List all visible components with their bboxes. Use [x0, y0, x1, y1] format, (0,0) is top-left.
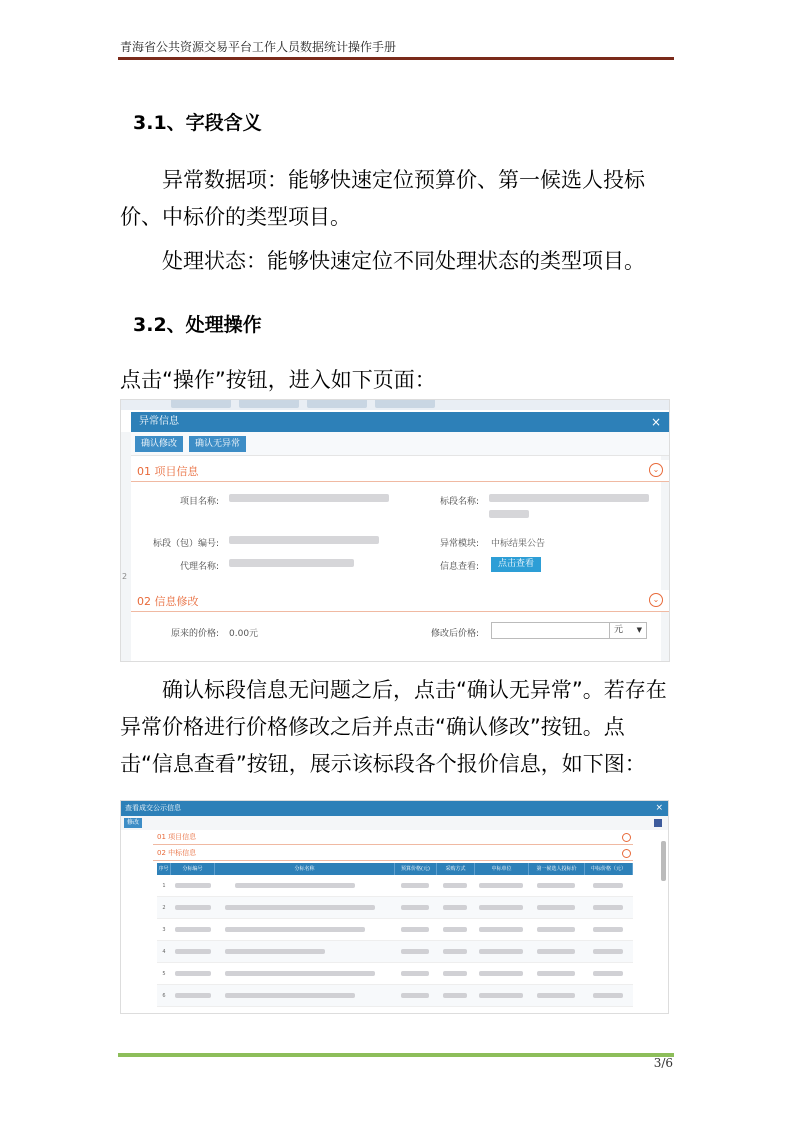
- redacted-cell: [443, 905, 467, 910]
- row-index: 4: [162, 949, 166, 955]
- redacted-cell: [225, 949, 325, 954]
- unit-select-value: 元: [614, 625, 624, 635]
- column-header: 分标编号: [171, 863, 215, 875]
- redacted-cell: [479, 993, 523, 998]
- redacted-cell: [479, 971, 523, 976]
- bid-result-screenshot: [120, 800, 669, 1014]
- redacted-cell: [175, 883, 211, 888]
- redacted-cell: [593, 971, 623, 976]
- redacted-cell: [537, 905, 575, 910]
- table-row[interactable]: [157, 897, 633, 919]
- dialog-title: 异常信息: [139, 416, 179, 427]
- redacted-cell: [537, 883, 575, 888]
- column-header: 第一候选人投标价: [529, 863, 585, 875]
- redacted-cell: [443, 883, 467, 888]
- dialog-title-bar: [131, 412, 669, 432]
- redacted-cell: [401, 971, 429, 976]
- row-index: 1: [162, 883, 166, 889]
- unit-select[interactable]: [609, 622, 647, 639]
- caret-down-icon: ▼: [636, 626, 642, 634]
- table-row[interactable]: [157, 941, 633, 963]
- chevron-down-icon[interactable]: [622, 833, 631, 842]
- anomaly-module-value: 中标结果公告: [491, 539, 546, 549]
- background-tab: [171, 400, 231, 408]
- footer-rule: [118, 1053, 674, 1057]
- redacted-cell: [225, 971, 375, 976]
- info-modify-section-header[interactable]: [131, 590, 669, 612]
- confirm-modify-button[interactable]: 确认修改: [135, 436, 183, 452]
- confirm-no-anomaly-button[interactable]: 确认无异常: [189, 436, 246, 452]
- table-header: [157, 863, 633, 875]
- redacted-cell: [443, 949, 467, 954]
- redacted-agent-name: [229, 559, 354, 567]
- click-view-button[interactable]: 点击查看: [491, 557, 541, 572]
- column-header: 中标价格（元）: [585, 863, 633, 875]
- bid-name-label: 标段名称:: [439, 497, 479, 507]
- background-tab-strip: [121, 400, 669, 410]
- original-price-label: 原来的价格:: [170, 629, 219, 639]
- save-icon[interactable]: [654, 819, 662, 827]
- anomaly-dialog-screenshot: [120, 399, 670, 662]
- column-header: 序号: [157, 863, 171, 875]
- redacted-cell: [225, 905, 375, 910]
- dialog-toolbar: [131, 432, 669, 456]
- redacted-cell: [175, 971, 211, 976]
- column-header: 中标单位: [475, 863, 529, 875]
- anomaly-module-label: 异常模块:: [439, 539, 479, 549]
- project-info-section-title: 01 项目信息: [157, 833, 197, 841]
- background-tab: [239, 400, 299, 408]
- redacted-cell: [537, 993, 575, 998]
- section-3-2-intro: 点击“操作”按钮，进入如下页面：: [120, 368, 436, 392]
- scrollbar[interactable]: [661, 841, 666, 881]
- redacted-cell: [401, 993, 429, 998]
- project-info-section-header[interactable]: [153, 831, 633, 845]
- section-3-2-heading: 3.2、处理操作: [133, 314, 262, 336]
- header-rule: [118, 57, 674, 60]
- project-info-section-header[interactable]: [131, 460, 669, 482]
- table-row[interactable]: [157, 875, 633, 897]
- redacted-cell: [443, 993, 467, 998]
- modified-price-input[interactable]: [491, 622, 611, 639]
- row-index: 3: [162, 927, 166, 933]
- original-price-value: 0.00元: [229, 629, 259, 639]
- project-info-section-title: 01 项目信息: [137, 465, 199, 478]
- redacted-cell: [401, 905, 429, 910]
- background-tab: [307, 400, 367, 408]
- redacted-cell: [175, 905, 211, 910]
- close-icon[interactable]: ×: [655, 803, 663, 813]
- redacted-cell: [225, 927, 365, 932]
- redacted-project-name: [229, 494, 389, 502]
- bid-info-section-title: 02 中标信息: [157, 849, 197, 857]
- redacted-cell: [479, 905, 523, 910]
- table-row[interactable]: [157, 919, 633, 941]
- redacted-cell: [593, 927, 623, 932]
- section-3-2-para-after: 确认标段信息无问题之后，点击“确认无异常”。若存在异常价格进行价格修改之后并点击“确认修改”按钮。点击“信息查看”按钮，展示该标段各个报价信息，如下图：: [120, 678, 667, 776]
- left-gutter: [121, 432, 131, 662]
- dialog-toolbar: [121, 816, 668, 830]
- column-header: 采购方式: [437, 863, 475, 875]
- redacted-cell: [175, 993, 211, 998]
- redacted-cell: [225, 993, 355, 998]
- background-tab: [375, 400, 435, 408]
- column-header: 预算价格(元): [395, 863, 437, 875]
- redacted-cell: [401, 949, 429, 954]
- column-header: 分标名称: [215, 863, 395, 875]
- redacted-cell: [443, 971, 467, 976]
- redacted-cell: [443, 927, 467, 932]
- chevron-down-icon[interactable]: [622, 849, 631, 858]
- redacted-cell: [479, 927, 523, 932]
- page-number: 3/6: [653, 1056, 673, 1070]
- info-view-label: 信息查看:: [439, 562, 479, 572]
- redacted-cell: [479, 949, 523, 954]
- section-3-1-para2: 处理状态：能够快速定位不同处理状态的类型项目。: [162, 249, 645, 273]
- redacted-bid-code: [229, 536, 379, 544]
- redacted-cell: [175, 927, 211, 932]
- redacted-cell: [401, 927, 429, 932]
- bid-table: [157, 863, 633, 1007]
- table-row[interactable]: [157, 963, 633, 985]
- redacted-cell: [479, 883, 523, 888]
- close-icon[interactable]: ×: [650, 415, 661, 429]
- row-index: 2: [162, 905, 166, 911]
- redacted-cell: [537, 971, 575, 976]
- chevron-down-icon[interactable]: ⌄: [649, 593, 663, 607]
- row-index: 6: [162, 993, 166, 999]
- section-3-1-heading: 3.1、字段含义: [133, 112, 262, 134]
- gutter-mark: 2: [122, 572, 128, 581]
- row-index: 5: [162, 971, 166, 977]
- modified-price-label: 修改后价格:: [430, 629, 479, 639]
- project-name-label: 项目名称:: [179, 497, 219, 507]
- redacted-cell: [593, 883, 623, 888]
- redacted-cell: [593, 905, 623, 910]
- table-row[interactable]: [157, 985, 633, 1007]
- info-modify-section-title: 02 信息修改: [137, 595, 199, 608]
- redacted-bid-name: [489, 494, 649, 502]
- document-header-title: 青海省公共资源交易平台工作人员数据统计操作手册: [120, 40, 397, 54]
- redacted-cell: [537, 949, 575, 954]
- redacted-cell: [175, 949, 211, 954]
- modify-button[interactable]: 修改: [124, 818, 142, 828]
- redacted-bid-name-cont: [489, 510, 529, 518]
- redacted-cell: [593, 993, 623, 998]
- redacted-cell: [537, 927, 575, 932]
- redacted-cell: [593, 949, 623, 954]
- redacted-cell: [235, 883, 355, 888]
- bid-info-section-header[interactable]: [153, 847, 633, 861]
- dialog-title: 查看成交公示信息: [125, 804, 181, 812]
- agent-label: 代理名称:: [179, 562, 219, 572]
- bid-code-label: 标段（包）编号:: [152, 539, 219, 549]
- chevron-down-icon[interactable]: ⌄: [649, 463, 663, 477]
- section-3-1-para1: 异常数据项：能够快速定位预算价、第一候选人投标价、中标价的类型项目。: [120, 168, 645, 229]
- dialog-title-bar: [121, 801, 668, 816]
- redacted-cell: [401, 883, 429, 888]
